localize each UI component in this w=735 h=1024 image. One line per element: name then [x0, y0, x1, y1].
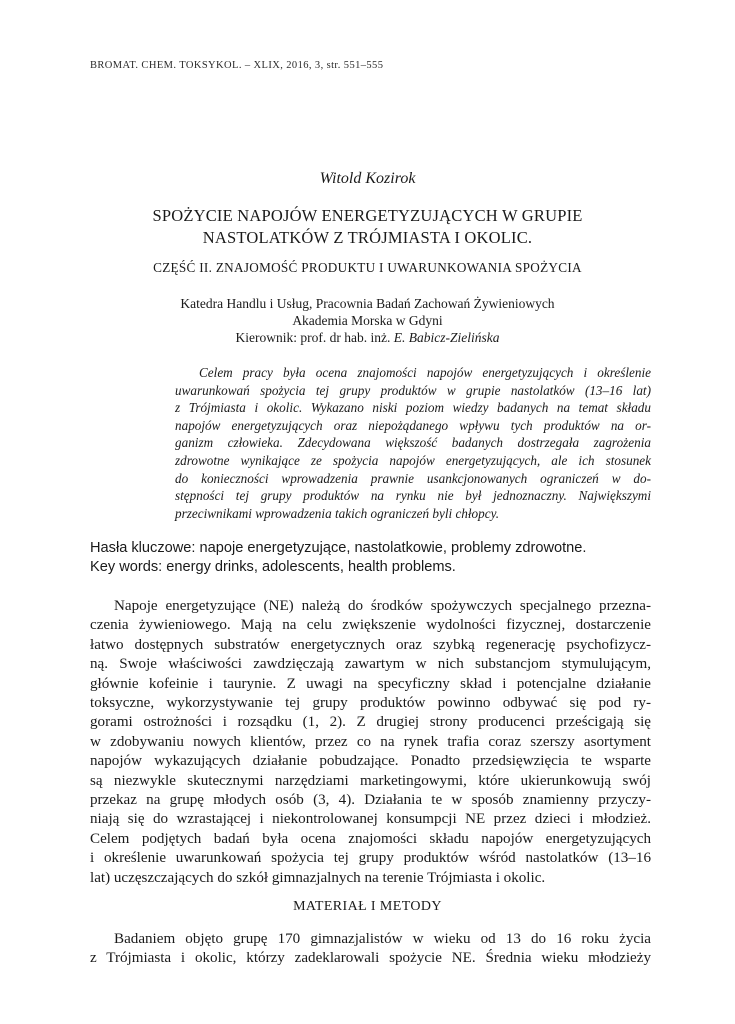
title-line: NASTOLATKÓW Z TRÓJMIASTA I OKOLIC. — [202, 228, 533, 247]
article-title — [80, 205, 655, 249]
body-line: przekaz na grupę młodych osób (3, 4). Działania te w sposób znamienny przyczy- — [90, 792, 651, 809]
body-line: napojów wykazujących działanie pobudzające. Ponadto przedsięwzięcia te wsparte — [90, 753, 651, 770]
body-line: toksyczne, wykorzystywanie tej grupy produktów powinno odbywać się pod ry- — [90, 695, 651, 712]
abstract-line: zdrowotne wynikające ze spożycia napojów energetyzujących, ale ich stosunek — [175, 452, 651, 468]
section-heading: MATERIAŁ I METODY — [293, 899, 442, 914]
head-prefix: Kierownik: prof. dr hab. inż. — [235, 330, 394, 345]
body-line: z Trójmiasta i okolic, którzy zadeklarowali spożycie NE. Średnia wieku młodzieży — [90, 950, 651, 967]
body-line: w zdobywaniu nowych klientów, przez co na rynek trafia coraz szerszy asortyment — [90, 733, 651, 750]
body-line: głównie kofeinie i taurynie. Z uwagi na specyficzny skład i potencjalne działanie — [90, 675, 651, 692]
head-name: E. Babicz-Zielińska — [393, 330, 500, 345]
introduction-paragraph — [90, 597, 651, 888]
abstract-line: z Trójmiasta i okolic. Wykazano niski poziom wiedzy badanych na temat składu — [175, 400, 651, 416]
affiliation-institution: Akademia Morska w Gdyni — [292, 313, 443, 328]
body-line: czenia żywieniowego. Mają na celu zwiększenie wydolności fizycznej, dostarczenie — [90, 617, 651, 634]
keywords-polish: Hasła kluczowe: napoje energetyzujące, nastolatkowie, problemy zdrowotne. — [90, 540, 587, 556]
author-name: Witold Kozirok — [319, 170, 416, 187]
abstract-line: napojów energetyzujących oraz niepożądanego wpływu tych produktów na or- — [175, 417, 651, 433]
body-line: i określenie uwarunkowań spożycia tej grupy produktów wśród nastolatków (13–16 — [90, 850, 651, 867]
body-line: łatwo dostępnych substratów energetycznych oraz szybką regenerację psychofizycz- — [90, 636, 651, 653]
body-line: Napoje energetyzujące (NE) należą do środków spożywczych specjalnego przezna- — [114, 598, 651, 614]
body-line: gorami ostrożności i rozsądku (1, 2). Z drugiej strony producenci prześcigają się — [90, 714, 651, 731]
affiliation-department: Katedra Handlu i Usług, Pracownia Badań Zachowań Żywieniowych — [180, 296, 555, 311]
affiliation-block — [80, 295, 655, 346]
body-line: lat) uczęszczających do szkół gimnazjalnych na terenie Trójmiasta i okolic. — [90, 869, 546, 886]
article-subtitle: CZĘŚĆ II. ZNAJOMOŚĆ PRODUKTU I UWARUNKOWANIA SPOŻYCIA — [153, 260, 582, 275]
title-line: SPOŻYCIE NAPOJÓW ENERGETYZUJĄCYCH W GRUPIE — [152, 206, 583, 225]
abstract-line: do konieczności wprowadzenia prawnie usankcjonowanych ograniczeń w do- — [175, 470, 651, 486]
abstract-line: przeciwnikami wprowadzenia takich ograniczeń byli chłopcy. — [175, 505, 500, 521]
abstract-line: Celem pracy była ocena znajomości napojów energetyzujących i określenie — [199, 365, 651, 380]
body-line: Badaniem objęto grupę 170 gimnazjalistów w wieku od 13 do 16 roku życia — [114, 931, 651, 947]
keywords-english: Key words: energy drinks, adolescents, health problems. — [90, 559, 456, 575]
body-line: ną. Swoje właściwości zawdzięczają zawartym w nich substancjom stymulującym, — [90, 656, 651, 673]
abstract-line: ganizm człowieka. Zdecydowana większość badanych dostrzegała zagrożenia — [175, 435, 651, 451]
running-header: BROMAT. CHEM. TOKSYKOL. – XLIX, 2016, 3, str. 551–555 — [90, 60, 384, 71]
affiliation-head — [80, 329, 655, 346]
keywords-block — [90, 539, 586, 577]
methods-paragraph — [90, 930, 651, 969]
body-line: Celem podjętych badań była ocena znajomości składu napojów energetyzujących — [90, 830, 651, 847]
body-line: są niezwykle skutecznymi narzędziami marketingowymi, które ukierunkowują swój — [90, 772, 651, 789]
abstract-line: stępności tej grupy produktów na rynku nie był jednoznaczny. Największymi — [175, 488, 651, 504]
abstract-line: uwarunkowań spożycia tej grupy produktów w grupie nastolatków (13–16 lat) — [175, 382, 651, 398]
abstract — [175, 364, 651, 522]
body-line: niają się do wzrastającej i niekontrolowanej konsumpcji NE przez dzieci i młodzież. — [90, 811, 651, 828]
